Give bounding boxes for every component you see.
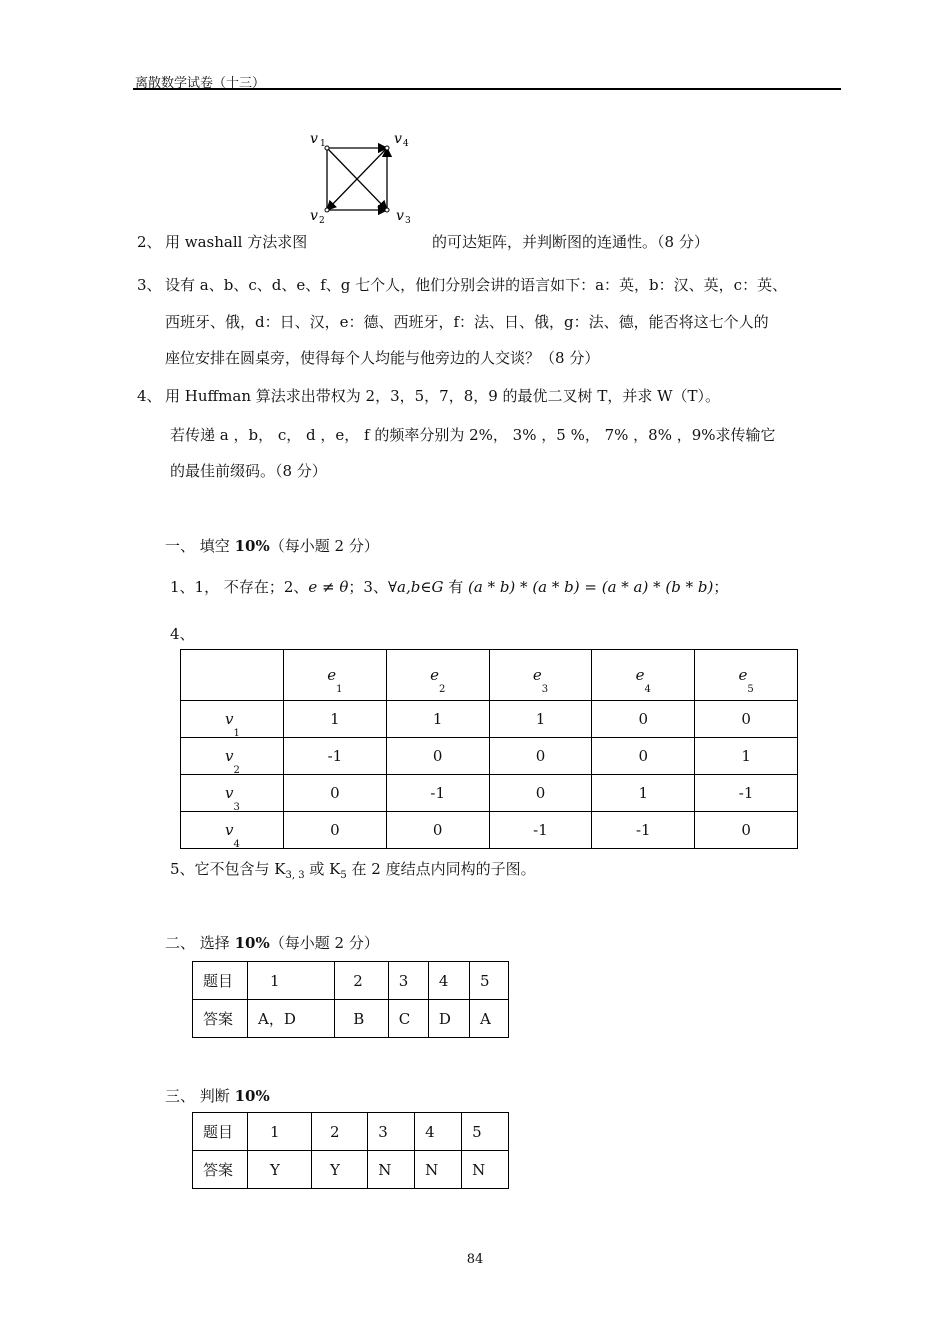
fill5-answer: 5、它不包含与 $K_{3, 3}$ 或 $K_5$ 在 2 度结点内同构的子图。 <box>170 860 536 881</box>
q3-number: 3、 <box>137 276 162 294</box>
incidence-matrix <box>180 649 798 849</box>
fill4-label: 4、 <box>170 625 195 643</box>
section2-heading: 二、 选择 10%（每小题 2 分） <box>165 934 379 952</box>
q3-line1: 设有 a、b、c、d、e、f、g 七个人，他们分别会讲的语言如下：a：英，b：汉、英，c：英、 <box>165 276 788 294</box>
matrix-corner <box>181 650 284 701</box>
table-row: 题目 1 2 3 4 5 <box>193 962 509 1000</box>
table-row: 答案 Y Y N N N <box>193 1151 509 1189</box>
q3-line2: 西班牙、俄，d：日、汉，e：德、西班牙，f：法、日、俄，g：法、德，能否将这七个人的 <box>165 313 769 331</box>
matrix-col-e3: $e_3$ <box>489 650 592 701</box>
matrix-col-e2: $e_2$ <box>386 650 489 701</box>
section1-heading: 一、 填空 10%（每小题 2 分） <box>165 537 379 555</box>
header-title: 离散数学试卷（十三） <box>135 76 266 91</box>
page-number: 84 <box>466 1252 484 1267</box>
table-row: 题目 1 2 3 4 5 <box>193 1113 509 1151</box>
q4-line2: 若传递 a ，b， c， d ，e， f 的频率分别为 2%， 3% ，5 %， 7% ，8% ，9%求传输它 <box>170 426 776 444</box>
fill-answers: 1、1， 不存在；2、e ≠ θ；3、∀a,b∈G 有 (a * b) * (a * b) = (a * a) * (b * b)； <box>170 578 729 596</box>
matrix-row: $v_4$ 0 0 -1 -1 0 <box>181 812 798 849</box>
q4-line3: 的最佳前缀码。（8 分） <box>170 462 327 480</box>
matrix-row: $v_1$ 1 1 1 0 0 <box>181 701 798 738</box>
q3-line3: 座位安排在圆桌旁，使得每个人均能与他旁边的人交谈？（8 分） <box>165 349 600 367</box>
node-v4-sub: 4 <box>403 139 409 149</box>
matrix-col-e1: $e_1$ <box>284 650 387 701</box>
node-v2: v <box>310 208 318 224</box>
node-v1-sub: 1 <box>320 139 326 149</box>
section3-heading: 三、 判断 10% <box>165 1087 270 1105</box>
q2-text-post: 的可达矩阵，并判断图的连通性。（8 分） <box>432 233 709 251</box>
matrix-row: $v_3$ 0 -1 0 1 -1 <box>181 775 798 812</box>
matrix-col-e5: $e_5$ <box>695 650 798 701</box>
node-v3-sub: 3 <box>405 216 411 225</box>
node-v1: v <box>310 131 318 147</box>
node-v3: v <box>396 208 404 224</box>
matrix-row: $v_2$ -1 0 0 0 1 <box>181 738 798 775</box>
choice-answer-table <box>192 961 509 1038</box>
q2-text-pre: 用 washall 方法求图 <box>165 233 308 251</box>
matrix-col-e4: $e_4$ <box>592 650 695 701</box>
q4-number: 4、 <box>137 387 162 405</box>
judge-answer-table <box>192 1112 509 1189</box>
table-row: 答案 A，D B C D A <box>193 1000 509 1038</box>
q2-number: 2、 <box>137 233 162 251</box>
node-v4: v <box>394 131 402 147</box>
header-rule <box>133 88 841 90</box>
node-v2-sub: 2 <box>319 216 325 225</box>
q4-line1: 用 Huffman 算法求出带权为 2，3，5，7，8，9 的最优二叉树 T，并求 W（T）。 <box>165 387 721 405</box>
digraph-figure <box>300 125 430 225</box>
